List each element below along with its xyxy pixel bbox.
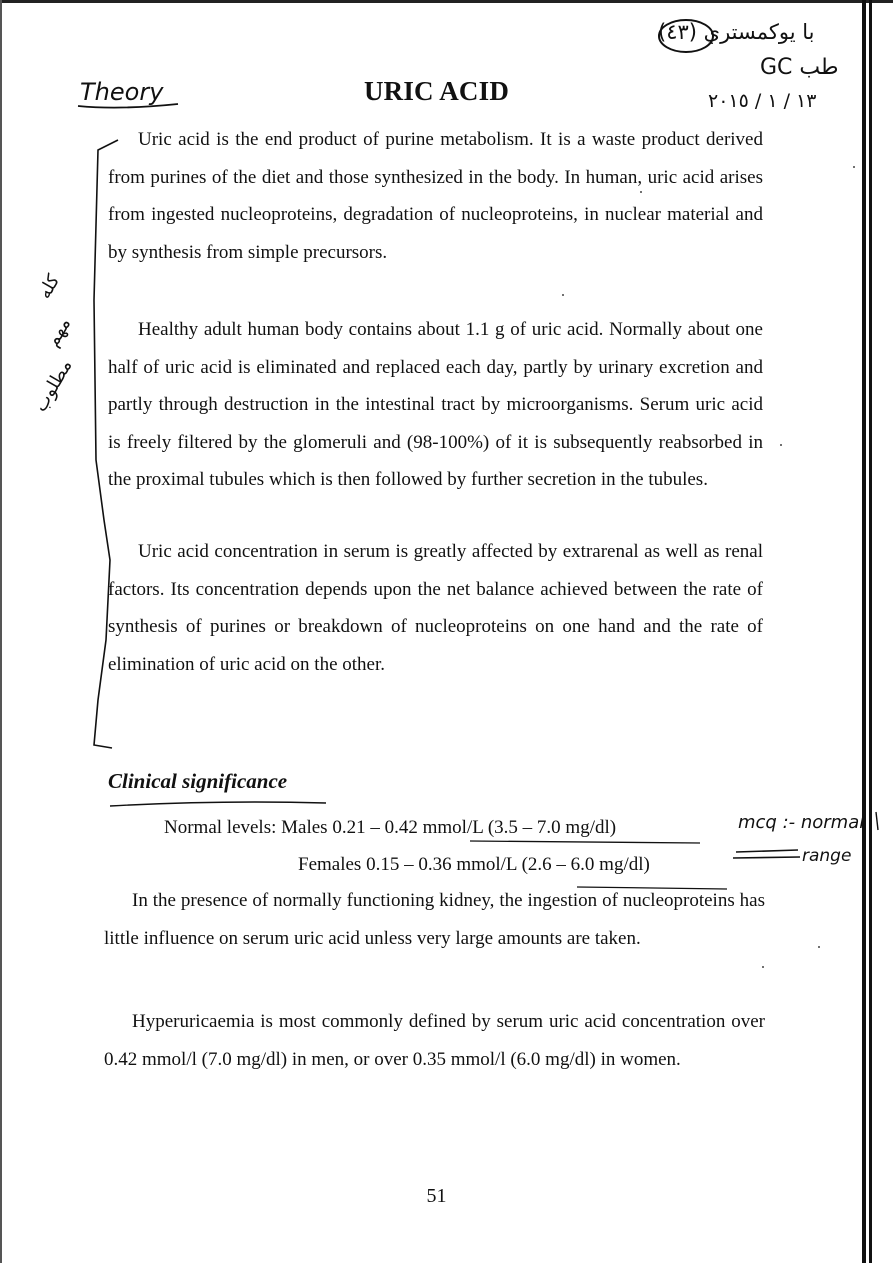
heading-underline [110,802,326,806]
section-heading-clinical: Clinical significance [108,769,288,793]
scan-dot [640,191,642,193]
handwritten-date: ١٣ / ١ / ٢٠١٥ [708,90,817,112]
normal-levels-underline-2 [577,887,727,889]
scan-dot [818,946,820,948]
page-number: 51 [426,1185,447,1207]
normal-levels-underline-1 [470,841,700,843]
handwritten-circle [659,20,713,52]
scan-dot [562,294,564,296]
paragraph-1-text: Uric acid is the end product of purine metabolism. It is a waste product derived from purines of the diet and those synthesized in the body. In human, uric acid arises from ingested nucleoproteins, degradation of nucleoproteins, in nuclear material and by synthesis from simple precursors. [108,129,763,263]
margin-bracket [94,140,118,748]
right-margin-tick [876,812,878,830]
handwritten-margin-note-2: مهم [42,314,76,351]
normal-levels-label: Normal levels: [164,817,277,838]
handwritten-course-label: با يوكمستري (٤٣) [658,20,815,44]
mcq-underline-2 [733,857,800,858]
page-title: URIC ACID [363,76,510,106]
scan-dot [780,444,782,446]
normal-levels-males-value: Males 0.21 – 0.42 mmol/L (3.5 – 7.0 mg/dl) [281,817,617,838]
handwritten-gc: GC طب [760,55,839,80]
handwritten-theory: Theory [80,78,164,106]
handwritten-margin-note-1: كله [34,271,65,303]
handwritten-range: range [802,846,852,866]
normal-levels-females-value: Females 0.15 – 0.36 mmol/L (2.6 – 6.0 mg/dl) [298,854,650,875]
clinical-paragraph-2-text: Hyperuricaemia is most commonly defined by serum uric acid concentration over 0.42 mmol/l (7.0 mg/dl) in men, or over 0.35 mmol/l (6.0 mg/dl) in women. [104,1011,765,1070]
paragraph-3-text: Uric acid concentration in serum is greatly affected by extrarenal as well as renal factors. Its concentration depends upon the net balance achieved between the rate of synthesis of purines or breakdown of nucleoproteins on one hand and the rate of elimination of uric acid on the other. [108,541,763,675]
handwritten-margin-note-3: مطلوب [30,355,77,416]
mcq-underline-1 [736,850,798,852]
handwritten-mcq: mcq :- normal [738,812,865,833]
theory-underline [78,104,178,108]
scan-dot [762,966,764,968]
scan-dot [853,166,855,168]
clinical-paragraph-1-text: In the presence of normally functioning kidney, the ingestion of nucleoproteins has little influence on serum uric acid unless very large amounts are taken. [104,890,765,949]
paragraph-2-text: Healthy adult human body contains about 1.1 g of uric acid. Normally about one half of uric acid is eliminated and replaced each day, partly by urinary excretion and partly through destruction in the intestinal tract by microorganisms. Serum uric acid is freely filtered by the glomeruli and (98-100%) of it is subsequently reabsorbed in the proximal tubules which is then followed by further secretion in the tubules. [108,319,763,490]
